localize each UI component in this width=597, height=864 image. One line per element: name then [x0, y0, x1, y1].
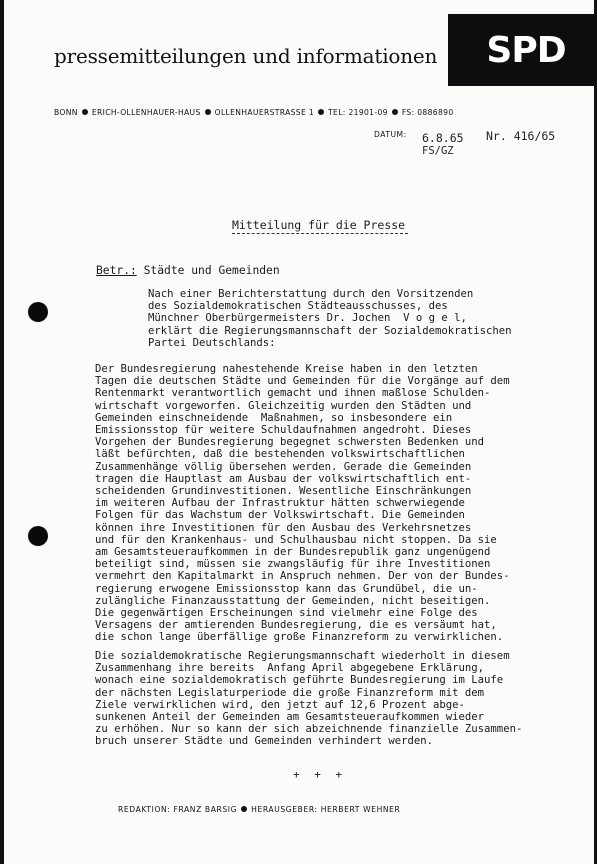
body-paragraph-1 [95, 363, 575, 644]
text-line: bruch unserer Städte und Gemeinden verhindert werden. [95, 735, 434, 748]
address-city: BONN [54, 108, 78, 117]
footer-editor: REDAKTION: FRANZ BARSIG [118, 805, 238, 814]
footer-credits [118, 805, 400, 814]
text-line: Nach einer Berichterstattung durch den Vorsitzenden [148, 288, 474, 300]
text-line: beteiligt sind, müssen sie zwangsläufig für ihre Investitionen [95, 558, 491, 571]
text-line: regierung erwogene Emissionsstop kann das Grundübel, die un- [95, 582, 478, 595]
text-line: Die sozialdemokratische Regierungsmannschaft wiederholt in diesem [95, 650, 510, 662]
subject-label: Betr.: [96, 264, 137, 277]
address-line [54, 108, 454, 117]
subject-text: Städte und Gemeinden [143, 264, 280, 277]
text-line: Partei Deutschlands: [148, 336, 276, 349]
address-building: ERICH-OLLENHAUER-HAUS [91, 108, 201, 117]
text-line: Der Bundesregierung nahestehende Kreise haben in den letzten [95, 363, 478, 375]
text-line: vermehrt den Kapitalmarkt in Anspruch nehmen. Der von der Bundes- [95, 570, 510, 583]
text-line: zulängliche Finanzausstattung der Gemeinden, nicht beseitigen. [95, 594, 491, 607]
release-reference: FS/GZ [422, 145, 454, 157]
text-line: im weiteren Aufbau der Infrastruktur hätten schwerwiegende [95, 497, 465, 510]
text-line: scheidenden Grundinvestitionen. Wesentliche Einschränkungen [95, 485, 472, 498]
text-line: erklärt die Regierungsmannschaft der Sozialdemokratischen [148, 324, 512, 337]
address-fax: FS: 0886890 [401, 108, 454, 117]
text-line: des Sozialdemokratischen Städteausschusses, des [148, 300, 448, 313]
punch-hole-icon [28, 526, 48, 546]
text-line: Versagens der amtierenden Bundesregierung, die es versäumt hat, [95, 619, 497, 632]
text-line: können ihre Investitionen für den Ausbau des Verkehrsnetzes [95, 521, 472, 534]
text-line: Tagen die deutschen Städte und Gemeinden für die Vorgänge auf dem [95, 375, 510, 388]
end-mark: + + + [293, 768, 347, 781]
document-heading: Mitteilung für die Presse [232, 218, 406, 232]
address-street: OLLENHAUERSTRASSE 1 [214, 108, 315, 117]
text-line: zu erhöhen. Nur so kann der sich abzeichnende finanzielle Zusammen- [95, 723, 523, 736]
header-title: pressemitteilungen und informationen [54, 44, 438, 68]
spd-logo-text: SPD [486, 29, 566, 71]
bullet-icon [241, 806, 247, 812]
release-number: Nr. 416/65 [486, 129, 556, 143]
text-line: wonach eine sozialdemokratisch geführte Bundesregierung im Laufe [95, 674, 504, 687]
body-paragraph-2 [95, 650, 575, 748]
spd-logo [448, 14, 597, 86]
footer-publisher: HERAUSGEBER: HERBERT WEHNER [251, 805, 401, 814]
text-line: und für den Krankenhaus- und Schulhausbau nicht stoppen. Da sie [95, 533, 497, 546]
text-line: am Gesamtsteueraufkommen in der Bundesrepublik ganz ungenügend [95, 546, 491, 559]
subject-line [96, 264, 280, 277]
heading-underline [232, 233, 408, 234]
text-line: läßt befürchten, daß die bestehenden volkswirtschaftlichen [95, 448, 465, 461]
intro-paragraph [148, 288, 568, 349]
datum-label: DATUM: [374, 130, 407, 139]
text-line: Zusammenhänge völlig übersehen werden. Gerade die Gemeinden [95, 460, 472, 473]
bullet-icon [82, 109, 88, 115]
text-line: Ziele verwirklichen wird, den jetzt auf 12,6 Prozent abge- [95, 698, 465, 711]
text-line: Folgen für das Wachstum der Volkswirtschaft. Die Gemeinden [95, 509, 465, 522]
address-phone: TEL: 21901-09 [328, 108, 388, 117]
text-line: Die gegenwärtigen Erscheinungen sind vielmehr eine Folge des [95, 607, 478, 620]
text-line: sunkenen Anteil der Gemeinden am Gesamtsteueraufkommen wieder [95, 711, 485, 724]
text-line: Zusammenhang ihre bereits Anfang April abgegebene Erklärung, [95, 662, 485, 675]
text-line: Münchner Oberbürgermeisters Dr. Jochen V o g e l, [148, 312, 467, 325]
text-line: Emissionsstop für weitere Schuldaufnahmen angedroht. Dieses [95, 424, 472, 437]
text-line: die schon lange überfällige große Finanzreform zu verwirklichen. [95, 631, 504, 644]
punch-hole-icon [28, 302, 48, 322]
bullet-icon [318, 109, 324, 115]
text-line: Gemeinden einschneidende Maßnahmen, so insbesondere ein [95, 411, 453, 424]
text-line: wirtschaft vorgeworfen. Gleichzeitig wurden den Städten und [95, 399, 472, 412]
text-line: tragen die Hauptlast am Ausbau der volkswirtschaftlich ent- [95, 472, 472, 485]
text-line: Vorgehen der Bundesregierung begegnet schwersten Bedenken und [95, 436, 485, 449]
release-date: 6.8.65 [422, 131, 464, 145]
text-line: der nächsten Legislaturperiode die große Finanzreform mit dem [95, 686, 485, 699]
bullet-icon [392, 109, 398, 115]
text-line: Rentenmarkt verantwortlich gemacht und ihnen maßlose Schulden- [95, 387, 491, 400]
bullet-icon [205, 109, 211, 115]
